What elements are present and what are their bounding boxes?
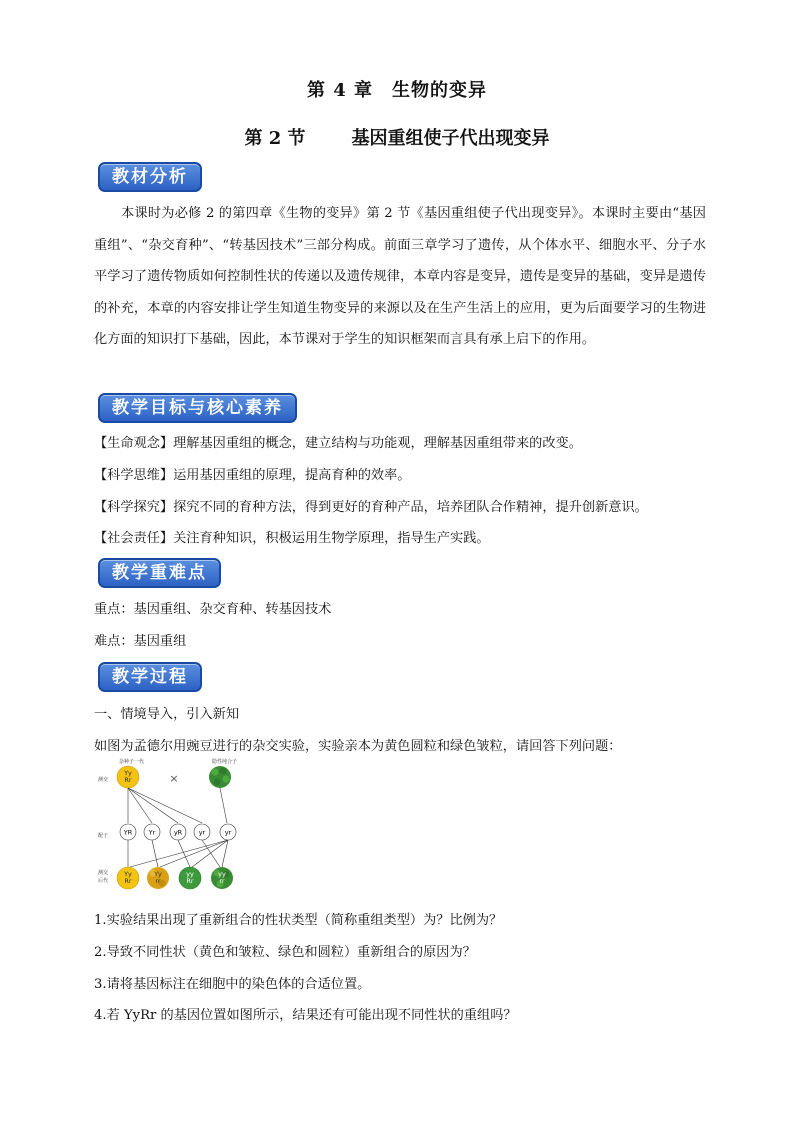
offspring-genotype: yy bbox=[218, 870, 226, 878]
section-name: 基因重组使子代出现变异 bbox=[351, 128, 550, 149]
section-title bbox=[0, 124, 794, 150]
question-2: 2.导致不同性状（黄色和皱粒、绿色和圆粒）重新组合的原因为？ bbox=[94, 945, 476, 960]
row-label-offspring-2: 后代 bbox=[98, 878, 109, 884]
heading-difficulty: 教学重难点 bbox=[98, 558, 221, 588]
gamete-label: yr bbox=[198, 828, 206, 837]
heading-goals: 教学目标与核心素养 bbox=[98, 393, 297, 423]
question-1: 1.实验结果出现了重新组合的性状类型（简称重组类型）为？比例为？ bbox=[94, 913, 503, 928]
difficult-points: 难点：基因重组 bbox=[94, 634, 187, 649]
gamete-to-offspring-arrows bbox=[128, 840, 228, 867]
question-3: 3.请将基因标注在细胞中的染色体的合适位置。 bbox=[94, 977, 371, 992]
label-hybrid: 杂种子一代 bbox=[119, 759, 145, 765]
row-label-gamete: 配子 bbox=[98, 833, 109, 839]
offspring-genotype: Rr bbox=[186, 877, 194, 885]
goal-social-responsibility: 【社会责任】关注育种知识，积极运用生物学原理，指导生产实践。 bbox=[94, 531, 490, 546]
parent-to-gamete-arrows bbox=[128, 788, 227, 823]
goal-scientific-thinking: 【科学思维】运用基因重组的原理，提高育种的效率。 bbox=[94, 468, 411, 483]
offspring-genotype: Rr bbox=[124, 877, 132, 885]
row-label-cross: 测交 bbox=[98, 777, 109, 783]
testcross-diagram bbox=[92, 757, 272, 899]
heading-analysis: 教材分析 bbox=[98, 162, 202, 192]
offspring-genotype: Yy bbox=[124, 870, 132, 878]
goal-life-concept: 【生命观念】理解基因重组的概念，建立结构与功能观，理解基因重组带来的改变。 bbox=[94, 436, 582, 451]
question-4: 4.若 YyRr 的基因位置如图所示，结果还有可能出现不同性状的重组吗？ bbox=[94, 1008, 517, 1023]
chapter-title: 第 4 章 生物的变异 bbox=[306, 80, 488, 101]
intro-text: 如图为孟德尔用豌豆进行的杂交实验，实验亲本为黄色圆粒和绿色皱粒，请回答下列问题： bbox=[94, 739, 622, 754]
offspring-genotype: Yy bbox=[154, 870, 162, 878]
heading-process: 教学过程 bbox=[98, 662, 202, 692]
cross-symbol: × bbox=[169, 772, 179, 785]
parent-genotype-line2: Rr bbox=[124, 776, 132, 784]
offspring-genotype: rr bbox=[155, 877, 161, 885]
gamete-label: YR bbox=[123, 828, 133, 837]
process-step-1: 一、情境导入，引入新知 bbox=[94, 707, 240, 722]
gamete-label: yR bbox=[173, 828, 183, 837]
key-points: 重点：基因重组、杂交育种、转基因技术 bbox=[94, 602, 332, 617]
parent-green-wrinkled-pea bbox=[209, 766, 231, 788]
offspring-row bbox=[117, 867, 233, 889]
gamete-label: yr bbox=[224, 828, 232, 837]
analysis-paragraph: 本课时为必修 2 的第四章《生物的变异》第 2 节《基因重组使子代出现变异》。本课时主要由“基因重组”、“杂交育种”、“转基因技术”三部分构成。前面三章学习了遗传，从个体水平、细胞水平、分子水平学习了遗传物质如何控制性状的传递以及遗传规律，本章内容是变异，遗传是变异的基础，变异是遗传的补充，本章的内容安排让学生知道生物变异的来源以及在生产生活上的应用，更为后面要学习的生物进化方面的知识打下基础，因此，本节课对于学生的知识框架而言具有承上启下的作用。 bbox=[94, 206, 706, 347]
offspring-genotype: rr bbox=[219, 877, 225, 885]
row-label-offspring-1: 测交 bbox=[98, 870, 109, 876]
section-number: 第 2 节 bbox=[244, 128, 306, 149]
gamete-label: Yr bbox=[148, 828, 156, 837]
goal-scientific-inquiry: 【科学探究】探究不同的育种方法，得到更好的育种产品，培养团队合作精神，提升创新意识。 bbox=[94, 500, 648, 515]
parent-genotype-line1: Yy bbox=[124, 769, 132, 777]
label-recessive: 隐性纯合子 bbox=[212, 759, 238, 765]
offspring-genotype: yy bbox=[186, 870, 194, 878]
gamete-row bbox=[120, 824, 236, 840]
